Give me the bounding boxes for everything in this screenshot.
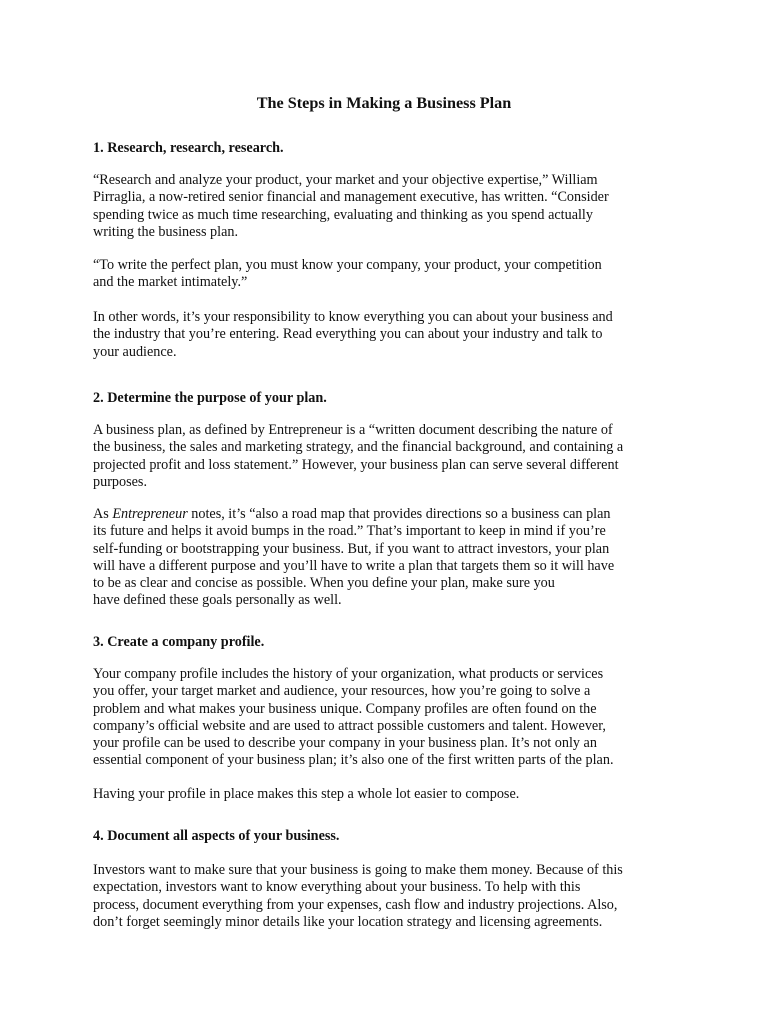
text-line: self-funding or bootstrapping your business. But, if you want to attract investors, your plan [93,540,610,557]
paragraph [93,257,602,292]
text-line [93,506,614,523]
italic-publication-name: Entrepreneur [112,506,188,522]
text-line: In other words, it’s your responsibility to know everything you can about your business and [93,309,613,325]
section-heading-research: 1. Research, research, research. [93,140,284,156]
text-run: As [93,506,113,522]
text-line: Having your profile in place makes this step a whole lot easier to compose. [93,786,520,802]
text-line: essential component of your business plan; it’s also one of the first written parts of the plan. [93,752,614,769]
text-line: company’s official website and are used to attract possible customers and talent. However, [93,717,606,734]
paragraph [93,422,623,491]
paragraph [93,786,519,803]
text-line: Investors want to make sure that your business is going to make them money. Because of this [93,862,623,878]
text-line: purposes. [93,473,147,490]
text-line: Pirraglia, a now-retired senior financial and management executive, has written. “Consider [93,189,609,206]
text-line: will have a different purpose and you’ll have to write a plan that targets them so it will have [93,557,615,574]
text-line: your audience. [93,343,177,360]
text-line: to be as clear and concise as possible. When you define your plan, make sure you [93,575,555,592]
page-title: The Steps in Making a Business Plan [256,94,512,112]
text-line: process, document everything from your expenses, cash flow and industry projections. Also, [93,896,618,913]
paragraph [93,862,623,931]
section-heading-purpose: 2. Determine the purpose of your plan. [93,390,327,406]
text-line: Your company profile includes the history of your organization, what products or services [93,666,604,682]
text-line: writing the business plan. [93,223,239,240]
section-heading-company-profile: 3. Create a company profile. [93,634,265,650]
paragraph [93,172,609,241]
text-line: the industry that you’re entering. Read everything you can about your industry and talk to [93,326,603,343]
text-line: problem and what makes your business unique. Company profiles are often found on the [93,700,597,717]
text-line: A business plan, as defined by Entrepreneur is a “written document describing the nature of [93,422,613,438]
text-line: “Research and analyze your product, your market and your objective expertise,” William [93,172,598,188]
text-line: and the market intimately.” [93,274,248,291]
text-line: “To write the perfect plan, you must know your company, your product, your competition [93,257,602,273]
text-line: its future and helps it avoid bumps in the road.” That’s important to keep in mind if you’re [93,523,606,540]
paragraph [93,506,614,610]
paragraph [93,309,613,361]
text-line: you offer, your target market and audience, your resources, how you’re going to solve a [93,683,591,700]
text-line: spending twice as much time researching, evaluating and thinking as you spend actually [93,206,593,223]
section-heading-document-aspects: 4. Document all aspects of your business. [93,828,340,844]
text-line: your profile can be used to describe your company in your business plan. It’s not only an [93,735,597,752]
text-line: have defined these goals personally as well. [93,592,342,609]
text-run: notes, it’s “also a road map that provides directions so a business can plan [191,506,611,522]
text-line: the business, the sales and marketing strategy, and the financial background, and containing a [93,439,624,456]
text-line: expectation, investors want to know everything about your business. To help with this [93,879,581,896]
text-line: don’t forget seemingly minor details like your location strategy and licensing agreements. [93,913,603,930]
paragraph [93,666,614,770]
text-line: projected profit and loss statement.” However, your business plan can serve several different [93,456,619,473]
